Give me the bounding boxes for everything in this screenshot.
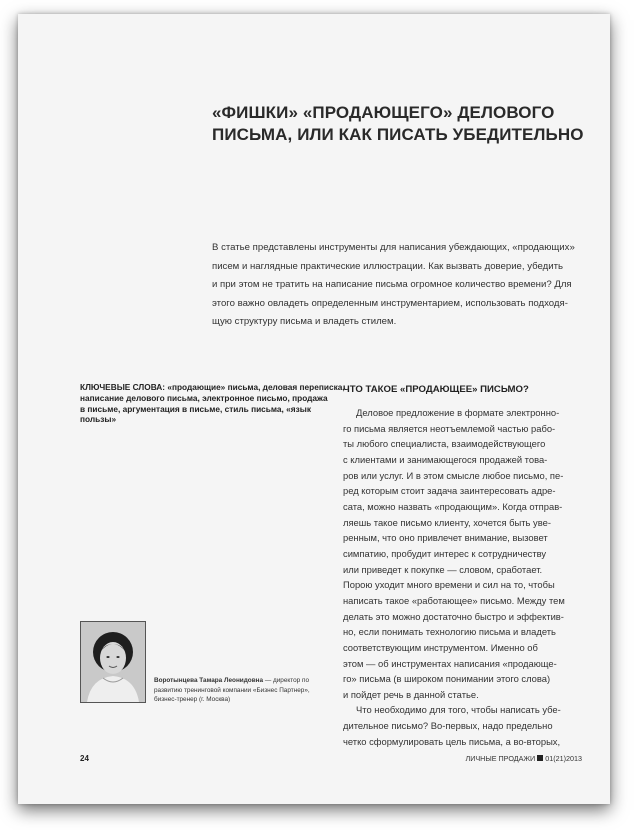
- abstract-line: этого важно овладеть определенным инструментарием, использовать подходя-: [212, 297, 568, 309]
- title-line: «ФИШКИ» «ПРОДАЮЩЕГО» ДЕЛОВОГО: [212, 103, 555, 122]
- body-line: Порою уходит много времени и сил на то, чтобы: [343, 579, 555, 591]
- keywords-line: написание делового письма, электронное письмо, продажа: [80, 392, 328, 403]
- keywords-line: в письме, аргументация в письме, стиль письма, «язык: [80, 403, 311, 414]
- title-line: ПИСЬМА, ИЛИ КАК ПИСАТЬ УБЕДИТЕЛЬНО: [212, 125, 584, 144]
- keywords-block: [80, 382, 345, 425]
- body-line: но, если понимать технологию письма и владеть: [343, 626, 556, 638]
- body-line: дительное письмо? Во-первых, надо предельно: [343, 720, 553, 732]
- body-line: Деловое предложение в формате электронно-: [343, 407, 560, 418]
- body-line: ляешь такое письмо клиенту, хочется быть уве-: [343, 516, 551, 528]
- body-line: ты любого специалиста, взаимодействующего: [343, 438, 546, 450]
- body-line: ренным, что оно привлечет внимание, вызовет: [343, 532, 548, 544]
- body-line: соответствующим инструментом. Именно об: [343, 641, 538, 653]
- abstract-line: В статье представлены инструменты для написания убеждающих, «продающих»: [212, 242, 575, 253]
- author-bio-line: — директор по: [263, 677, 310, 684]
- issue-number: 01(21)2013: [545, 754, 582, 763]
- author-bio: [154, 676, 354, 705]
- body-line: симпатию, пробудит интерес к сотрудничеству: [343, 547, 547, 559]
- body-line: го» письма (в широком понимании этого слова): [343, 673, 551, 685]
- magazine-page: [18, 14, 610, 804]
- author-name: Воротынцева Тамара Леонидовна: [154, 677, 264, 684]
- body-line: или приведет к покупке — словом, сработает.: [343, 563, 543, 575]
- author-bio-line: развитию тренинговой компании «Бизнес Партнер»,: [154, 686, 310, 694]
- body-line: этом — об инструментах написания «продающе-: [343, 657, 557, 669]
- body-line: Что необходимо для того, чтобы написать убе-: [343, 704, 561, 716]
- body-line: четко сформулировать цель письма, а во-вторых,: [343, 735, 561, 747]
- body-line: ров или услуг. И в этом смысле любое письмо, пе-: [343, 469, 564, 481]
- author-bio-line: бизнес-тренер (г. Москва): [154, 696, 231, 704]
- section-heading: ЧТО ТАКОЕ «ПРОДАЮЩЕЕ» ПИСЬМО?: [343, 384, 529, 395]
- body-line: ред которым стоит задача заинтересовать адре-: [343, 485, 556, 497]
- article-body: [343, 405, 583, 749]
- keywords-line: КЛЮЧЕВЫЕ СЛОВА: «продающие» письма, деловая переписка,: [80, 382, 345, 392]
- body-line: го письма является неотъемлемой частью рабо-: [343, 422, 556, 434]
- body-line: делать это можно достаточно быстро и эффектив-: [343, 610, 564, 622]
- keywords-line: пользы»: [80, 414, 117, 425]
- abstract-line: писем и наглядные практические иллюстрации. Как вызвать доверие, убедить: [212, 260, 563, 272]
- magazine-footer: [466, 754, 583, 763]
- abstract-line: щую структуру письма и владеть стилем.: [212, 316, 397, 328]
- article-title: [212, 102, 584, 146]
- author-portrait-image: [81, 622, 145, 702]
- abstract-line: и при этом не тратить на написание письма огромное количество времени? Для: [212, 279, 572, 291]
- body-line: с клиентами и занимающегося продажей това-: [343, 453, 548, 465]
- magazine-name: ЛИЧНЫЕ ПРОДАЖИ: [465, 754, 536, 763]
- square-separator-icon: [537, 755, 543, 761]
- page-number: 24: [80, 754, 89, 763]
- article-abstract: [212, 239, 596, 332]
- author-photo: [80, 621, 146, 703]
- body-line: написать такое «работающее» письмо. Между тем: [343, 594, 565, 606]
- body-line: сата, можно назвать «продающим». Когда отправ-: [343, 500, 563, 512]
- body-line: и пойдет речь в данной статье.: [343, 688, 479, 700]
